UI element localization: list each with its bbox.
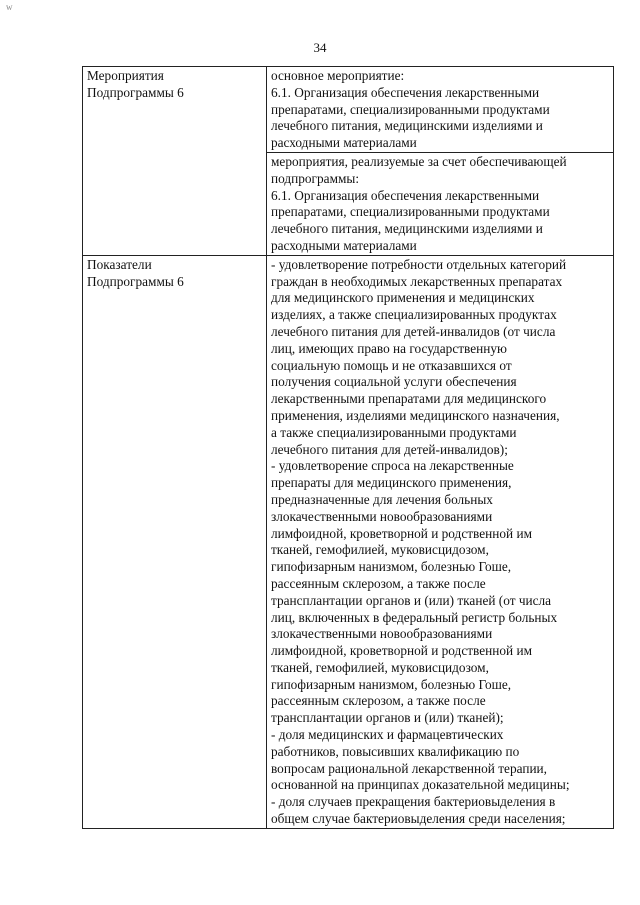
row-label-indicators: Показатели Подпрограммы 6 [83, 255, 267, 828]
table-row-activities [83, 67, 614, 153]
table-row-indicators [83, 255, 614, 828]
scan-corner-mark: w [6, 2, 13, 12]
program-table [82, 66, 614, 829]
row-label-activities: Мероприятия Подпрограммы 6 [83, 67, 267, 256]
support-activity-cell: мероприятия, реализуемые за счет обеспечивающей подпрограммы: 6.1. Организация обеспечения лекарственными препаратами, специализированными продуктами лечебного питания, медицинскими изделиями и расходными материалами [267, 152, 614, 255]
indicators-cell: - удовлетворение потребности отдельных категорий граждан в необходимых лекарственных препаратах для медицинского применения и медицинских изделиях, а также специализированных продуктах лечебного питания для детей-инвалидов (от числа лиц, имеющих право на государственную социальную помощь и не отказавшихся от получения социальной услуги обеспечения лекарственными препаратами для медицинского применения, изделиями медицинского назначения, а также специализированными продуктами лечебного питания для детей-инвалидов); - удовлетворение спроса на лекарственные препараты для медицинского применения, предназначенные для лечения больных злокачественными новообразованиями лимфоидной, кроветворной и родственной им тканей, гемофилией, муковисцидозом, гипофизарным нанизмом, болезнью Гоше, рассеянным склерозом, а также после трансплантации органов и (или) тканей (от числа лиц, включенных в федеральный регистр больных злокачественными новообразованиями лимфоидной, кроветворной и родственной им тканей, гемофилией, муковисцидозом, гипофизарным нанизмом, болезнью Гоше, рассеянным склерозом, а также после трансплантации органов и (или) тканей); - доля медицинских и фармацевтических работников, повысивших квалификацию по вопросам рациональной лекарственной терапии, основанной на принципах доказательной медицины; - доля случаев прекращения бактериовыделения в общем случае бактериовыделения среди населения; [267, 255, 614, 828]
main-activity-cell: основное мероприятие: 6.1. Организация обеспечения лекарственными препаратами, специализированными продуктами лечебного питания, медицинскими изделиями и расходными материалами [267, 67, 614, 153]
page-number: 34 [313, 40, 327, 55]
